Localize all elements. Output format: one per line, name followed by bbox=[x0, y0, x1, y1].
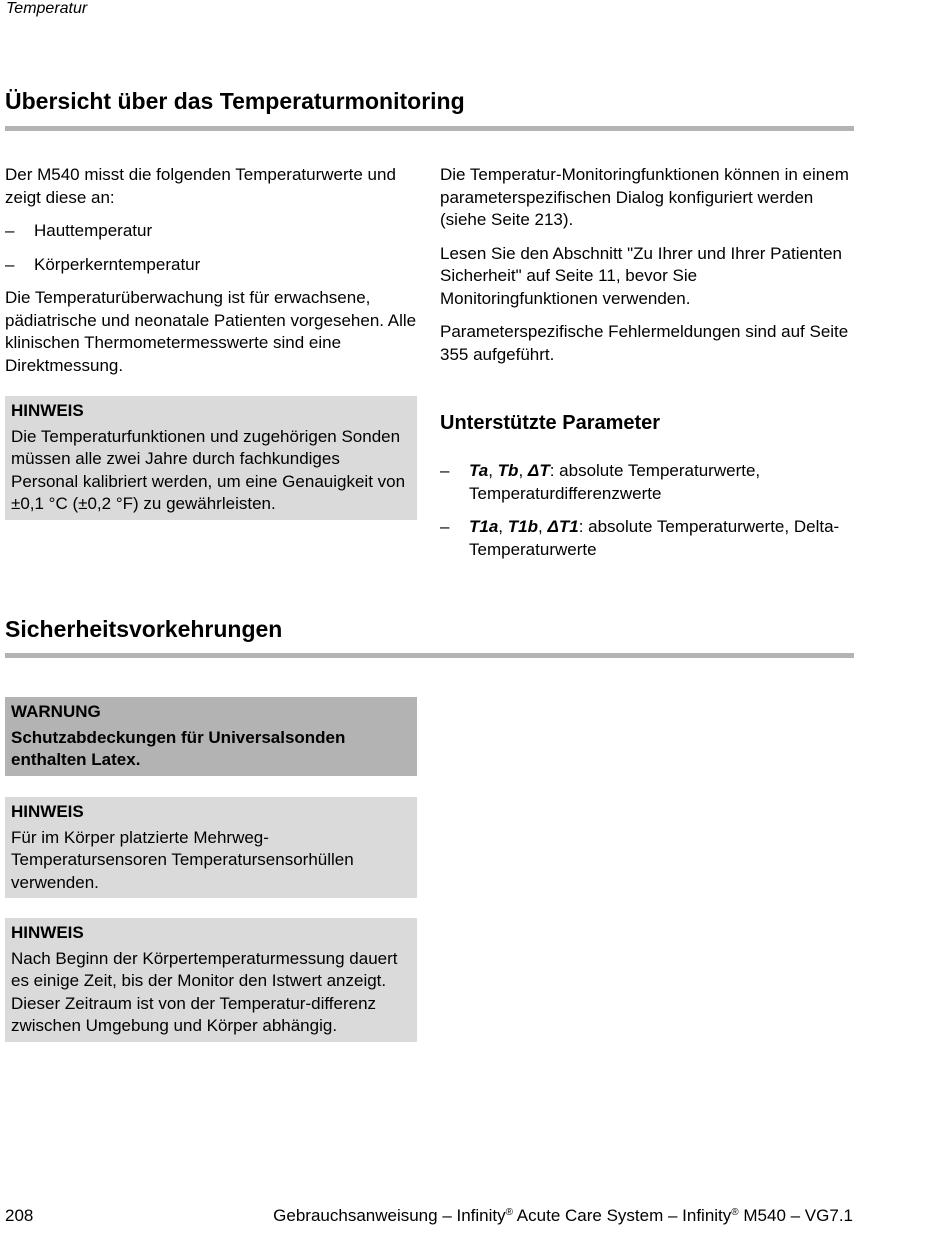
left-column bbox=[5, 164, 417, 388]
safety-paragraph: Lesen Sie den Abschnitt "Zu Ihrer und Ihrer Patienten Sicherheit" auf Seite 11, bevor Sie Monitoringfunktionen verwenden. bbox=[440, 243, 843, 308]
note-label: HINWEIS bbox=[11, 802, 84, 821]
note-label: HINWEIS bbox=[11, 401, 84, 420]
document-title: Gebrauchsanweisung – Infinity® Acute Care System – Infinity® M540 – VG7.1 bbox=[273, 1206, 853, 1225]
list-item: – Körperkerntemperatur bbox=[5, 254, 201, 274]
parameter-list bbox=[440, 460, 840, 572]
note-box-sensor-covers bbox=[5, 797, 417, 898]
list-item: – Ta, Tb, ΔT: absolute Temperaturwerte, Temperaturdifferenzwerte bbox=[440, 461, 761, 503]
section-heading: Sicherheitsvorkehrungen bbox=[5, 616, 283, 642]
subheading-parameters: Unterstützte Parameter bbox=[440, 412, 661, 434]
note-box-calibration bbox=[5, 396, 417, 520]
page-number: 208 bbox=[5, 1206, 34, 1225]
config-paragraph: Die Temperatur-Monitoringfunktionen können in einem parameterspezifischen Dialog konfiguriert werden (siehe Seite 213). bbox=[440, 165, 849, 229]
right-column bbox=[440, 164, 852, 377]
warning-label: WARNUNG bbox=[11, 702, 101, 721]
section-heading: Übersicht über das Temperaturmonitoring bbox=[5, 88, 465, 114]
intro-paragraph: Der M540 misst die folgenden Temperaturwerte und zeigt diese an: bbox=[5, 165, 396, 207]
patient-paragraph: Die Temperaturüberwachung ist für erwachsene, pädiatrische und neonatale Patienten vorgesehen. Alle klinischen Thermometermesswerte sind eine Direktmessung. bbox=[5, 288, 417, 375]
section-rule bbox=[5, 126, 854, 131]
note-text: Nach Beginn der Körpertemperaturmessung dauert es einige Zeit, bis der Monitor den Istwert anzeigt. Dieser Zeitraum ist von der Temperatur-differenz zwischen Umgebung und Körper abhängig. bbox=[11, 948, 398, 1035]
list-item: – Hauttemperatur bbox=[5, 221, 153, 240]
note-text: Die Temperaturfunktionen und zugehörigen Sonden müssen alle zwei Jahre durch fachkundiges Personal kalibriert werden, um eine Genauigkeit von ±0,1 °C (±0,2 °F) zu gewährleisten. bbox=[11, 426, 406, 513]
note-text: Für im Körper platzierte Mehrweg-Temperatursensoren Temperatursensorhüllen verwenden. bbox=[11, 827, 354, 892]
list-item: – T1a, T1b, ΔT1: absolute Temperaturwerte, Delta-Temperaturwerte bbox=[440, 517, 840, 559]
warning-box-latex bbox=[5, 697, 417, 776]
note-box-measurement-delay bbox=[5, 918, 417, 1042]
error-paragraph: Parameterspezifische Fehlermeldungen sind auf Seite 355 aufgeführt. bbox=[440, 322, 849, 364]
running-title: Temperatur bbox=[6, 0, 88, 17]
warning-text: Schutzabdeckungen für Universalsonden enthalten Latex. bbox=[11, 727, 346, 769]
note-label: HINWEIS bbox=[11, 923, 84, 942]
section-rule bbox=[5, 653, 854, 658]
